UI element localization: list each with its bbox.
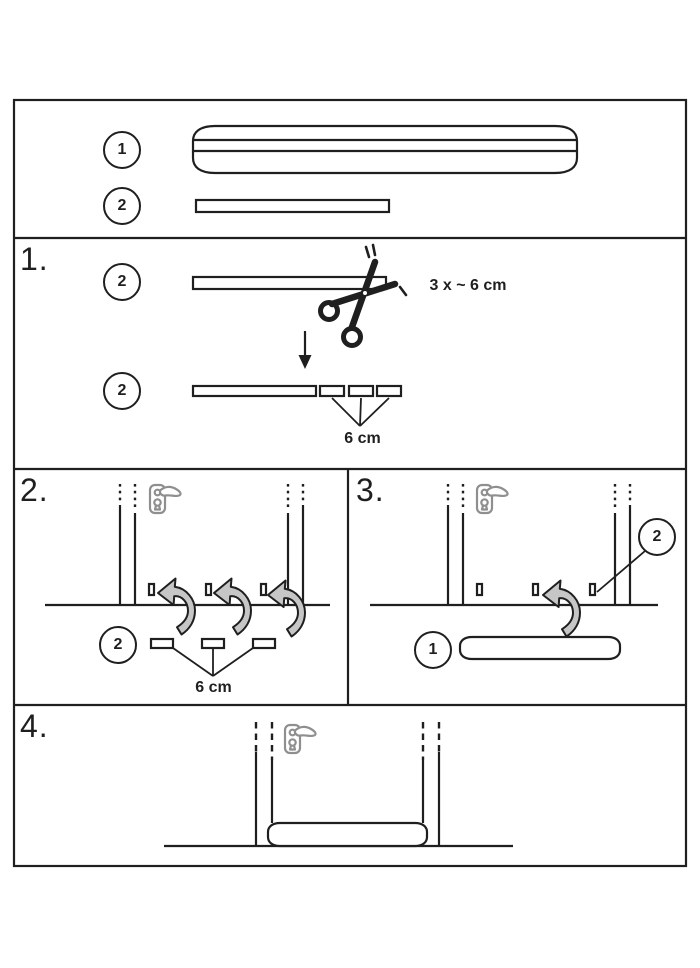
- step3-strip-badge: 2: [638, 518, 676, 556]
- scissors-icon: [321, 245, 407, 346]
- step1-label: 1.: [20, 241, 49, 277]
- step1-cut-result: [193, 386, 401, 396]
- step2-art: [45, 484, 330, 676]
- part2-badge: 2: [103, 187, 141, 225]
- step4-label: 4.: [20, 708, 49, 744]
- step2-label: 2.: [20, 472, 49, 508]
- door-handle-icon: [477, 485, 508, 513]
- curved-arrow-icon: [158, 579, 195, 635]
- step1-art: [193, 245, 406, 426]
- step1-length-note: 6 cm: [344, 430, 381, 447]
- step2-length-note: 6 cm: [195, 679, 232, 696]
- step2-strips: [151, 639, 275, 648]
- step3-cushion-badge: 1: [414, 631, 452, 669]
- step1-cut-strip-badge: 2: [103, 372, 141, 410]
- step3-tabs: [477, 584, 595, 595]
- step2-strip-badge: 2: [99, 626, 137, 664]
- step1-dimension-lines: [332, 398, 389, 426]
- part1-badge: 1: [103, 131, 141, 169]
- step1-strip: [193, 277, 386, 289]
- parts-panel-art: [193, 126, 577, 212]
- cushion-part: [193, 126, 577, 173]
- step3-door-outline: [370, 484, 658, 605]
- step3-cushion: [460, 637, 620, 659]
- strip-part: [196, 200, 389, 212]
- step2-door-outline: [45, 484, 330, 605]
- step4-cushion: [268, 823, 427, 846]
- step3-art: [370, 484, 658, 659]
- step3-label: 3.: [356, 472, 385, 508]
- door-handle-icon: [285, 725, 316, 753]
- badge-pointer-line: [597, 551, 645, 592]
- step1-cut-note: 3 x ~ 6 cm: [429, 277, 507, 294]
- curved-arrow-icon: [543, 581, 580, 637]
- down-arrow-icon: [299, 331, 312, 369]
- step4-art: [164, 722, 513, 846]
- step2-dimension-lines: [173, 648, 253, 676]
- step1-strip-badge: 2: [103, 263, 141, 301]
- curved-arrow-icon: [268, 581, 305, 637]
- curved-arrow-icon: [214, 579, 251, 635]
- door-handle-icon: [150, 485, 181, 513]
